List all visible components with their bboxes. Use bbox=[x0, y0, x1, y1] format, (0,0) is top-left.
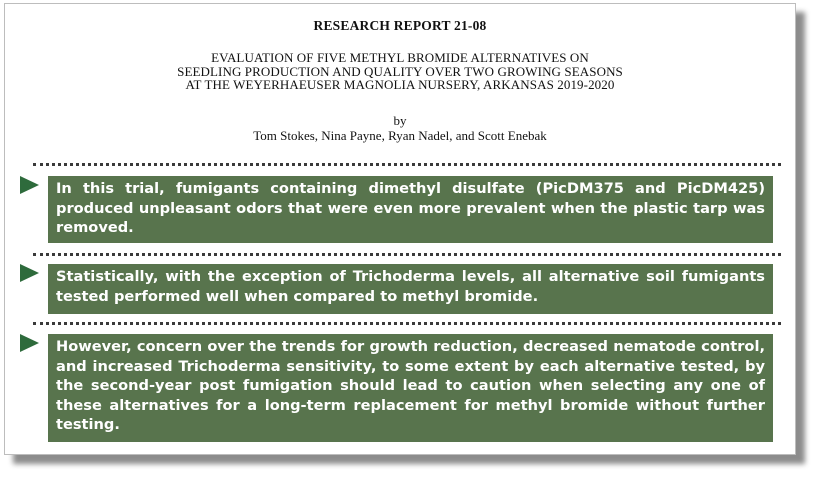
dotted-divider bbox=[33, 322, 781, 325]
finding-box-3 bbox=[48, 334, 773, 442]
finding-text: Statistically, with the exception of Trichoderma levels, all alternative soil fumigants tested performed well when compared to methyl bromide. bbox=[56, 268, 765, 305]
report-page bbox=[4, 3, 796, 455]
finding-text: In this trial, fumigants containing dimethyl disulfate (PicDM375 and PicDM425) produced unpleasant odors that were even more prevalent when the plastic tarp was removed. bbox=[56, 180, 765, 236]
arrow-bullet-icon bbox=[20, 264, 39, 282]
report-number: RESEARCH REPORT 21-08 bbox=[313, 18, 487, 33]
arrow-bullet-icon bbox=[20, 334, 39, 352]
dotted-divider bbox=[33, 253, 781, 256]
finding-text: However, concern over the trends for growth reduction, decreased nematode control, and increased Trichoderma sensitivity, to some extent by each alternative tested, by the second-year post fumigation should lead to caution when selecting any one of these alternatives for a long-term replacement for methyl bromide without further testing. bbox=[56, 338, 765, 433]
title-line: AT THE WEYERHAEUSER MAGNOLIA NURSERY, ARKANSAS 2019-2020 bbox=[185, 77, 615, 92]
authors: Tom Stokes, Nina Payne, Ryan Nadel, and Scott Enebak bbox=[253, 128, 547, 143]
dotted-divider bbox=[33, 163, 781, 166]
title-line: EVALUATION OF FIVE METHYL BROMIDE ALTERNATIVES ON bbox=[211, 50, 589, 65]
finding-box-2 bbox=[48, 264, 773, 314]
title-line: SEEDLING PRODUCTION AND QUALITY OVER TWO GROWING SEASONS bbox=[177, 63, 623, 79]
by-label: by bbox=[393, 113, 407, 128]
arrow-bullet-icon bbox=[20, 176, 39, 194]
report-title bbox=[5, 51, 795, 92]
finding-box-1 bbox=[48, 176, 773, 243]
